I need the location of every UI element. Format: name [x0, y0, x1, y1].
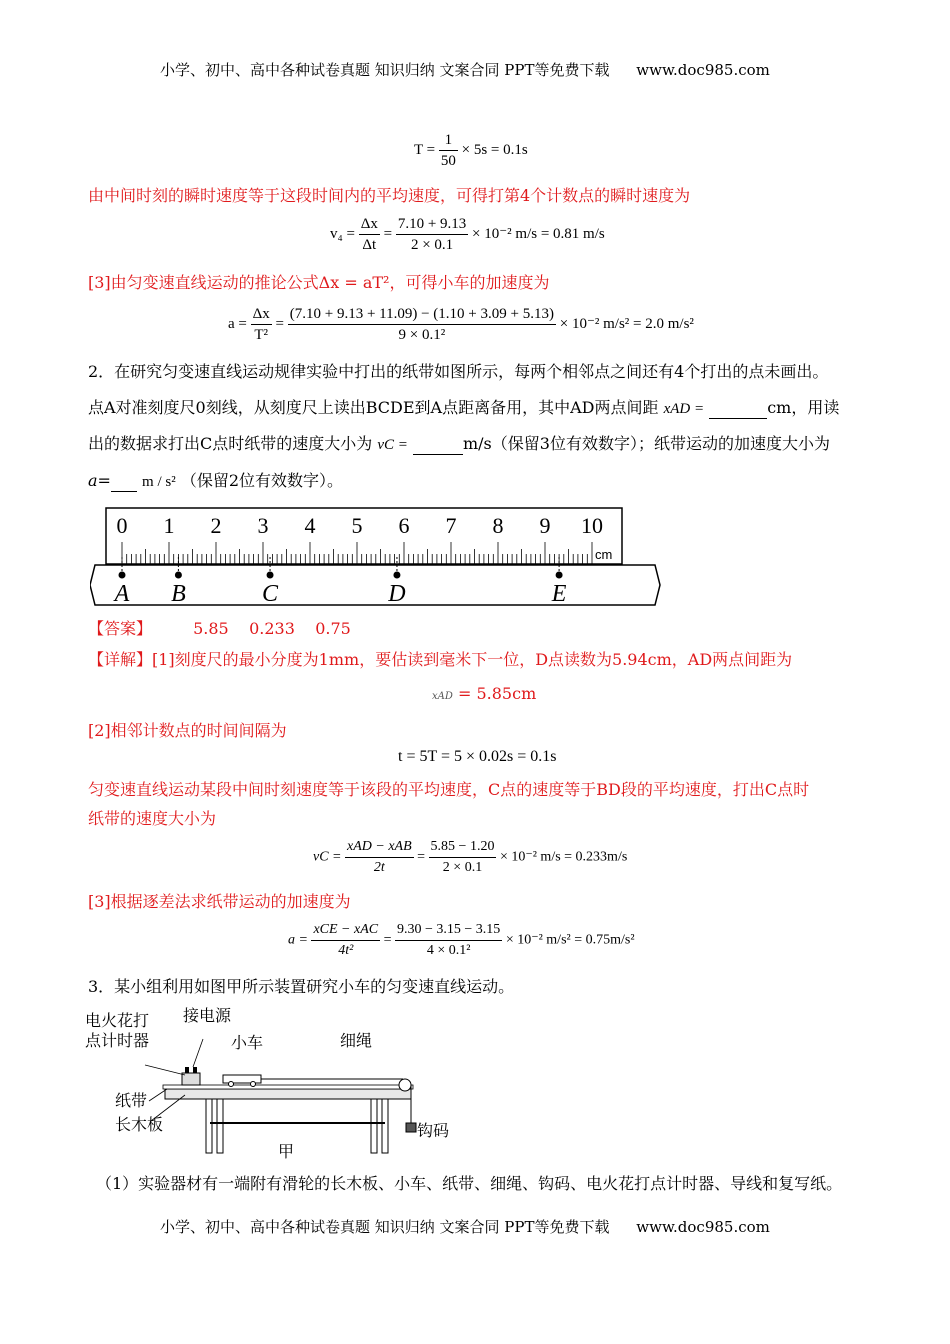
ruler-tape-figure: [90, 505, 665, 607]
formula-vc: vC = $\frac{\text{xAD − xAB}}{2t}$ = $\frac{5.85 - 1.20}{2 \times 0.1}$ × 10⁻² m/s = 0.233m/s: [313, 839, 628, 875]
label-timer2: 点计时器: [85, 1031, 150, 1050]
ruler-tick-label: 0: [116, 513, 128, 538]
tape-point: [119, 572, 126, 579]
footer-url: www.doc985.com: [636, 1218, 770, 1236]
label-power: 接电源: [183, 1006, 232, 1025]
tape-point-label: E: [551, 581, 567, 607]
question-2-line3: 出的数据求打出C点时纸带的速度大小为 vC = m/s（保留3位有效数字）；纸带运动的加速度大小为: [88, 434, 830, 453]
page-header: [160, 59, 770, 80]
tape-point: [556, 572, 563, 579]
explanation-line: [3]由匀变速直线运动的推论公式Δx = aT²，可得小车的加速度为: [88, 273, 550, 292]
table-leg: [206, 1099, 212, 1153]
footer-text: 小学、初中、高中各种试卷真题 知识归纳 文案合同 PPT等免费下载: [160, 1218, 610, 1236]
table-leg: [371, 1099, 377, 1153]
ruler-unit: cm: [595, 547, 613, 562]
question-3-line2: （1）实验器材有一端附有滑轮的长木板、小车、纸带、细绳、钩码、电火花打点计时器、导线和复写纸。: [96, 1174, 843, 1193]
hook-weight: [406, 1123, 416, 1132]
question-3-line1: 3．某小组利用如图甲所示装置研究小车的匀变速直线运动。: [88, 977, 515, 996]
answer-blank[interactable]: [709, 398, 767, 419]
label-cart: 小车: [231, 1033, 264, 1052]
question-2-line2: 点A对准刻度尺0刻线，从刻度尺上读出BCDE到A点距离备用，其中AD两点间距 xAD = cm，用读: [88, 398, 840, 417]
page-footer: [160, 1216, 770, 1237]
pulley: [399, 1079, 411, 1091]
label-board: 长木板: [115, 1115, 164, 1134]
ruler-tick-label: 8: [492, 513, 504, 538]
detail-line3: 匀变速直线运动某段中间时刻速度等于该段的平均速度，C点的速度等于BD段的平均速度，打出C点时: [88, 780, 810, 799]
answer-line: 【答案】 5.85 0.233 0.75: [88, 619, 351, 638]
apparatus-figure: [85, 1003, 465, 1163]
detail-line4: 纸带的速度大小为: [88, 809, 217, 828]
tape-point-label: B: [171, 581, 186, 607]
ruler-tick-label: 6: [398, 513, 410, 538]
header-text: 小学、初中、高中各种试卷真题 知识归纳 文案合同 PPT等免费下载: [160, 61, 610, 79]
answer-blank[interactable]: [413, 434, 463, 455]
ruler-tick-label: 2: [210, 513, 222, 538]
detail-line2: [2]相邻计数点的时间间隔为: [88, 721, 287, 740]
formula-t: T = $\frac{1}{50}$ × 5s = 0.1s: [414, 132, 528, 169]
ruler-tick-label: 5: [351, 513, 363, 538]
ruler-tick-label: 9: [539, 513, 551, 538]
tape-point: [175, 572, 182, 579]
answer-blank[interactable]: [111, 471, 137, 492]
header-url: www.doc985.com: [636, 61, 770, 79]
table-leg: [382, 1099, 388, 1153]
detail-xad: xAD = 5.85cm: [432, 684, 537, 703]
tape-point: [267, 572, 274, 579]
question-2-line4: a= m / s² （保留2位有效数字）。: [88, 471, 343, 490]
table-leg: [217, 1099, 223, 1153]
formula-a2: a = $\frac{\text{xCE − xAC}}{\text{4t²}}$ = $\frac{9.30 - 3.15 - 3.15}{\text{4 × 0.1²}}$ × 10⁻² m/s² = 0.75m/s²: [288, 922, 635, 958]
formula-v4: v₄ = $\frac{\Delta x}{\Delta t}$ = $\frac{7.10 + 9.13}{2 \times 0.1}$ × 10⁻² m/s = 0.81 m/s: [330, 216, 605, 253]
ruler-tick-label: 1: [163, 513, 175, 538]
figure-caption: 甲: [278, 1142, 295, 1161]
label-timer: 电火花打: [85, 1011, 150, 1030]
label-weight: 钩码: [417, 1121, 450, 1140]
paper-tape: [163, 1085, 413, 1089]
detail-line5: [3]根据逐差法求纸带运动的加速度为: [88, 892, 351, 911]
detail-line1: 【详解】[1]刻度尺的最小分度为1mm，要估读到毫米下一位，D点读数为5.94cm，AD两点间距为: [88, 650, 793, 669]
label-rope: 细绳: [340, 1031, 373, 1050]
tape-point: [393, 572, 400, 579]
ruler-tick-label: 4: [304, 513, 316, 538]
formula-t2: t = 5T = 5 × 0.02s = 0.1s: [398, 748, 557, 765]
tape-point-label: A: [114, 581, 130, 607]
label-tape: 纸带: [115, 1091, 148, 1110]
tape-point-label: C: [262, 581, 279, 607]
ruler-tick-label: 3: [257, 513, 269, 538]
ruler-tick-label: 7: [445, 513, 457, 538]
tape-point-label: D: [388, 581, 406, 607]
long-board: [165, 1089, 411, 1099]
formula-a1: a = $\frac{\Delta x}{\text{T²}}$ = $\frac{(7.10 + 9.13 + 11.09) - (1.10 + 3.09 + 5.13)}{\text{9 × 0.1²}}$ × 10⁻² m/s² = 2.0 m/s²: [228, 306, 694, 343]
explanation-line: 由中间时刻的瞬时速度等于这段时间内的平均速度，可得打第4个计数点的瞬时速度为: [88, 186, 691, 205]
ruler-tick-label: 10: [581, 513, 603, 538]
question-2-line1: 2．在研究匀变速直线运动规律实验中打出的纸带如图所示，每两个相邻点之间还有4个打出的点未画出。: [88, 362, 829, 381]
cart: [223, 1075, 261, 1083]
